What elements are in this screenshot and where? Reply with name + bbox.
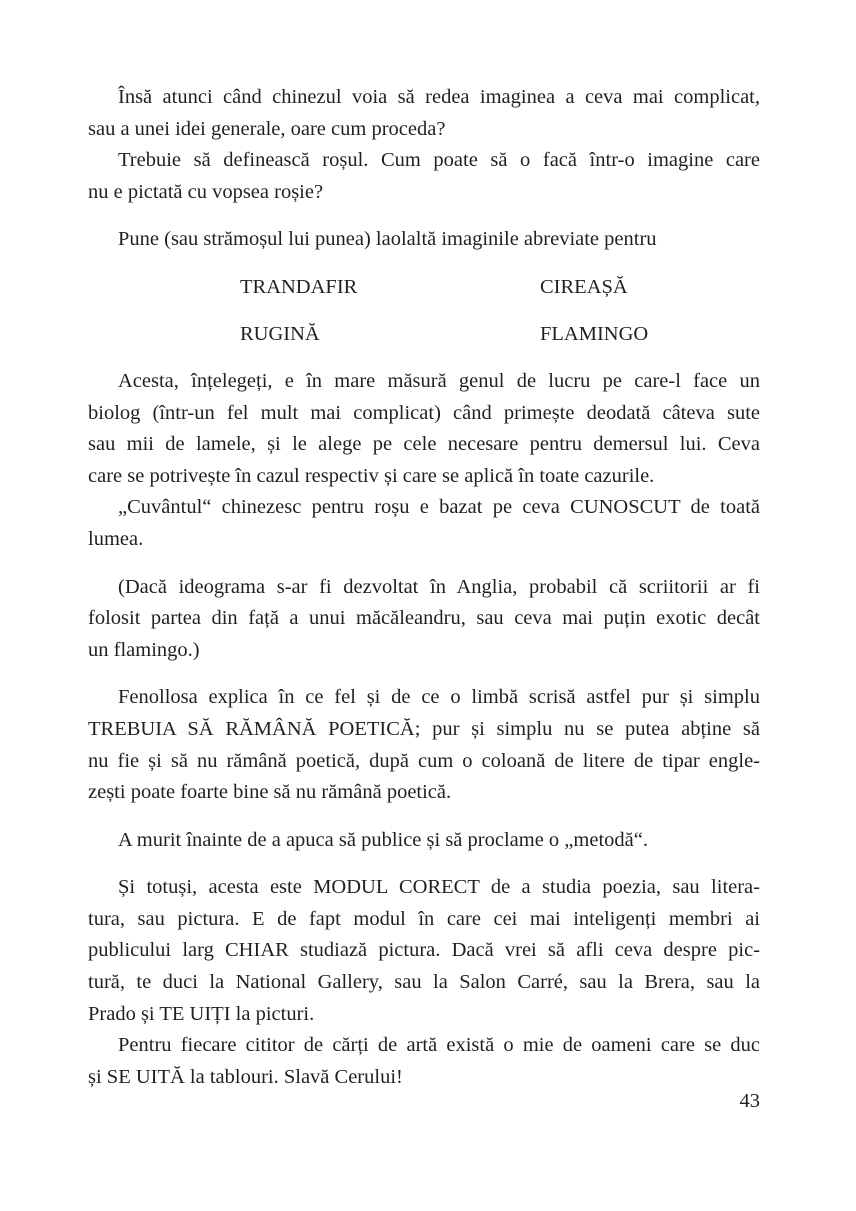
- text-line: TREBUIA SĂ RĂMÂNĂ POETICĂ; pur și simplu nu se putea abține să: [88, 717, 760, 740]
- page-body: [88, 82, 760, 1093]
- text-line: Prado și TE UIȚI la picturi.: [88, 1002, 315, 1025]
- word-table: [88, 272, 760, 366]
- text-line: sau mii de lamele, și le alege pe cele necesare pentru demersul lui. Ceva: [88, 433, 760, 456]
- text-line: și SE UITĂ la tablouri. Slavă Cerului!: [88, 1065, 403, 1088]
- text-line: Pune (sau strămoșul lui punea) laolaltă imaginile abreviate pentru: [118, 228, 657, 251]
- text-line: Însă atunci când chinezul voia să redea imaginea a ceva mai complicat,: [118, 86, 760, 108]
- text-line: Trebuie să definească roșul. Cum poate să o facă într-o imagine care: [118, 149, 760, 172]
- text-line: publicului larg CHIAR studiază pictura. Dacă vrei să afli ceva despre pic-: [88, 939, 760, 962]
- text-line: biolog (într-un fel mult mai complicat) când primește deodată câteva sute: [88, 401, 760, 424]
- paragraph: [88, 145, 760, 208]
- text-line: lumea.: [88, 527, 144, 550]
- paragraph: [88, 682, 760, 808]
- word-row: [88, 272, 760, 319]
- word-cell: FLAMINGO: [540, 322, 649, 345]
- paragraph: [88, 572, 760, 667]
- text-line: (Dacă ideograma s-ar fi dezvoltat în Anglia, probabil că scriitorii ar fi: [118, 575, 760, 598]
- paragraph: [88, 872, 760, 1030]
- text-line: folosit partea din față a unui măcăleandru, sau ceva mai puțin exotic decât: [88, 607, 760, 630]
- paragraph: [88, 1030, 760, 1093]
- word-cell: RUGINĂ: [240, 322, 320, 345]
- word-cell: TRANDAFIR: [240, 275, 358, 298]
- text-line: Pentru fiecare cititor de cărți de artă există o mie de oameni care se duc: [118, 1034, 760, 1057]
- text-line: „Cuvântul“ chinezesc pentru roșu e bazat pe ceva CUNOSCUT de toată: [118, 496, 760, 519]
- page-number: 43: [739, 1090, 760, 1112]
- text-line: nu e pictată cu vopsea roșie?: [88, 180, 324, 203]
- paragraph: [88, 492, 760, 555]
- word-row: [88, 319, 760, 366]
- text-line: tura, sau pictura. E de fapt modul în care cei mai inteligenți membri ai: [88, 907, 760, 930]
- text-line: un flamingo.): [88, 638, 200, 661]
- text-line: care se potrivește în cazul respectiv și care se aplică în toate cazurile.: [88, 464, 655, 487]
- text-line: nu fie și să nu rămână poetică, după cum o coloană de litere de tipar engle-: [88, 749, 760, 772]
- text-line: zești poate foarte bine să nu rămână poetică.: [88, 781, 452, 804]
- text-line: sau a unei idei generale, oare cum proceda?: [88, 117, 446, 140]
- text-line: A murit înainte de a apuca să publice și să proclame o „metodă“.: [118, 828, 648, 851]
- paragraph: [88, 825, 760, 857]
- word-cell: CIREAȘĂ: [540, 275, 628, 298]
- paragraph: [88, 82, 760, 145]
- text-line: Și totuși, acesta este MODUL CORECT de a studia poezia, sau litera-: [118, 876, 760, 899]
- paragraph: [88, 366, 760, 492]
- text-line: Fenollosa explica în ce fel și de ce o limbă scrisă astfel pur și simplu: [118, 686, 760, 709]
- text-line: Acesta, înțelegeți, e în mare măsură genul de lucru pe care-l face un: [118, 369, 760, 392]
- paragraph: [88, 224, 760, 256]
- text-line: tură, te duci la National Gallery, sau la Salon Carré, sau la Brera, sau la: [88, 971, 760, 994]
